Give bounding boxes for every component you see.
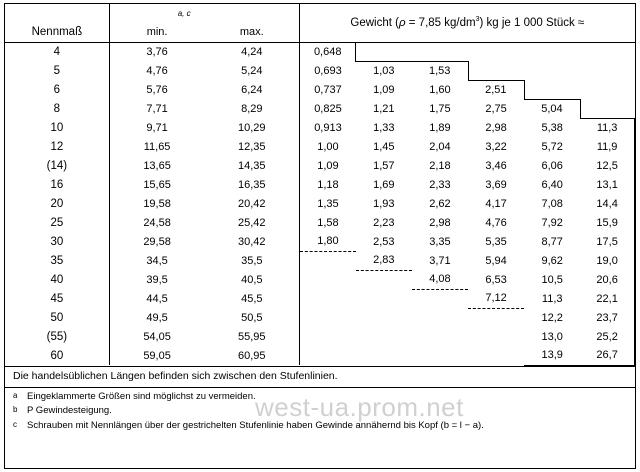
- cell-gewicht: 13,1: [580, 175, 634, 194]
- table-body: [5, 42, 635, 365]
- cell-gewicht: 1,58: [300, 213, 356, 232]
- cell-max: 55,95: [204, 327, 299, 346]
- cell-min: 54,05: [109, 327, 204, 346]
- footnote-a: [13, 390, 627, 405]
- cell-max: 30,42: [204, 232, 299, 251]
- cell-gewicht: 12,5: [580, 156, 634, 175]
- cell-gewicht: 1,69: [373, 178, 395, 191]
- cell-gewicht: 3,22: [485, 140, 507, 153]
- cell-nennmass: 25: [50, 216, 64, 229]
- cell-gewicht: [300, 308, 356, 327]
- table-header-row-1: [5, 4, 635, 23]
- cell-gewicht: 8,77: [541, 235, 563, 248]
- cell-max: 20,42: [204, 194, 299, 213]
- cell-nennmass: 20: [50, 197, 64, 210]
- table-row: [5, 289, 635, 308]
- cell-gewicht: 26,7: [580, 346, 634, 365]
- table-row: [5, 270, 635, 289]
- cell-gewicht: [412, 42, 468, 61]
- cell-min: 7,71: [109, 99, 204, 118]
- cell-gewicht: 13,0: [541, 330, 563, 343]
- cell-min: 59,05: [109, 346, 204, 365]
- cell-gewicht: 5,04: [524, 99, 580, 118]
- header-footnote-ac: a, c: [109, 4, 299, 23]
- cell-gewicht: [468, 42, 524, 61]
- footnotes: [5, 388, 635, 434]
- cell-min: 24,58: [109, 213, 204, 232]
- cell-gewicht: [580, 42, 634, 61]
- footnote-b-text: P Gewindesteigung.: [27, 405, 112, 417]
- cell-gewicht: [356, 289, 412, 308]
- cell-gewicht: [300, 289, 356, 308]
- cell-min: 5,76: [109, 80, 204, 99]
- cell-max: 8,29: [204, 99, 299, 118]
- header-gewicht: Gewicht (ρ = 7,85 $kg/dm^3$) kg je 1 000 Stück ≈: [300, 4, 635, 42]
- cell-gewicht: 1,45: [373, 140, 395, 153]
- cell-max: 10,29: [204, 118, 299, 137]
- cell-gewicht: 2,98: [485, 121, 507, 134]
- cell-gewicht: [468, 346, 524, 365]
- table-row: [5, 232, 635, 251]
- cell-gewicht: 7,08: [541, 197, 563, 210]
- cell-gewicht: 2,18: [429, 159, 451, 172]
- footnote-c-text: Schrauben mit Nennlängen über der gestrichelten Stufenlinie haben Gewinde annähernd bis Kopf (b = l − a).: [27, 420, 484, 432]
- cell-nennmass: 45: [50, 292, 64, 305]
- cell-gewicht: [300, 251, 356, 270]
- cell-max: 6,24: [204, 80, 299, 99]
- cell-gewicht: [524, 42, 580, 61]
- cell-min: 11,65: [109, 137, 204, 156]
- cell-nennmass: 4: [53, 45, 61, 58]
- cell-gewicht: [356, 308, 412, 327]
- cell-gewicht: 1,09: [373, 83, 395, 96]
- cell-gewicht: 2,62: [429, 197, 451, 210]
- cell-gewicht: 2,75: [485, 102, 507, 115]
- cell-gewicht: [412, 289, 468, 308]
- cell-gewicht: [356, 327, 412, 346]
- cell-gewicht: 6,06: [541, 159, 563, 172]
- cell-gewicht: 2,33: [429, 178, 451, 191]
- cell-nennmass: 10: [50, 121, 64, 134]
- note-text: Die handelsüblichen Längen befinden sich zwischen den Stufenlinien.: [13, 369, 338, 382]
- cell-gewicht: 6,53: [485, 273, 507, 286]
- cell-gewicht: 1,00: [300, 137, 356, 156]
- cell-nennmass: 12: [50, 140, 64, 153]
- cell-gewicht: 3,69: [485, 178, 507, 191]
- cell-gewicht: 1,18: [300, 175, 356, 194]
- cell-max: 14,35: [204, 156, 299, 175]
- cell-gewicht: 7,12: [468, 289, 524, 308]
- cell-nennmass: 30: [50, 235, 64, 248]
- cell-gewicht: 0,913: [300, 118, 356, 137]
- header-nennmass: Nennmaß: [5, 23, 109, 42]
- cell-gewicht: [468, 61, 524, 80]
- cell-nennmass: 6: [53, 83, 61, 96]
- cell-min: 3,76: [109, 42, 204, 61]
- cell-gewicht: 14,4: [580, 194, 634, 213]
- cell-gewicht: 1,35: [300, 194, 356, 213]
- cell-gewicht: 0,825: [300, 99, 356, 118]
- footnote-c: [13, 419, 627, 434]
- cell-gewicht: 3,71: [429, 254, 451, 267]
- cell-gewicht: 5,35: [485, 235, 507, 248]
- cell-max: 60,95: [204, 346, 299, 365]
- cell-gewicht: 1,57: [373, 159, 395, 172]
- cell-min: 15,65: [109, 175, 204, 194]
- cell-gewicht: 0,648: [300, 42, 356, 61]
- cell-gewicht: 1,75: [429, 102, 451, 115]
- table-row: [5, 42, 635, 61]
- cell-gewicht: [524, 61, 580, 80]
- cell-gewicht: 25,2: [580, 327, 634, 346]
- cell-gewicht: 11,3: [580, 118, 634, 137]
- cell-gewicht: [412, 308, 468, 327]
- cell-gewicht: 1,33: [373, 121, 395, 134]
- cell-gewicht: 6,40: [541, 178, 563, 191]
- cell-gewicht: 15,9: [580, 213, 634, 232]
- table-row: [5, 99, 635, 118]
- cell-gewicht: [300, 270, 356, 289]
- cell-min: 39,5: [109, 270, 204, 289]
- cell-nennmass: 16: [50, 178, 64, 191]
- cell-nennmass: 40: [50, 273, 64, 286]
- cell-min: 44,5: [109, 289, 204, 308]
- cell-nennmass: (55): [46, 330, 68, 343]
- cell-gewicht: 22,1: [580, 289, 634, 308]
- cell-gewicht: 1,03: [356, 61, 412, 80]
- cell-min: 19,58: [109, 194, 204, 213]
- cell-gewicht: 3,46: [485, 159, 507, 172]
- cell-gewicht: [300, 346, 356, 365]
- cell-gewicht: 2,04: [429, 140, 451, 153]
- cell-max: 5,24: [204, 61, 299, 80]
- cell-gewicht: 5,94: [485, 254, 507, 267]
- table-row: [5, 308, 635, 327]
- table-row: [5, 156, 635, 175]
- table-row: [5, 213, 635, 232]
- cell-gewicht: [580, 80, 634, 99]
- cell-gewicht: [356, 270, 412, 289]
- cell-nennmass: 60: [50, 349, 64, 362]
- cell-gewicht: 1,09: [300, 156, 356, 175]
- footnote-a-text: Eingeklammerte Größen sind möglichst zu vermeiden.: [27, 390, 256, 402]
- cell-max: 40,5: [204, 270, 299, 289]
- cell-gewicht: 2,23: [373, 216, 395, 229]
- cell-gewicht: [412, 327, 468, 346]
- cell-gewicht: 4,08: [412, 270, 468, 289]
- cell-gewicht: 19,0: [580, 251, 634, 270]
- cell-min: 34,5: [109, 251, 204, 270]
- cell-gewicht: [468, 327, 524, 346]
- cell-gewicht: 1,21: [373, 102, 395, 115]
- cell-gewicht: 4,17: [485, 197, 507, 210]
- cell-gewicht: 10,5: [541, 273, 563, 286]
- cell-gewicht: 5,38: [541, 121, 563, 134]
- cell-nennmass: 50: [50, 311, 64, 324]
- table-row: [5, 175, 635, 194]
- cell-gewicht: 2,98: [429, 216, 451, 229]
- cell-gewicht: 7,92: [541, 216, 563, 229]
- cell-max: 25,42: [204, 213, 299, 232]
- table-row: [5, 61, 635, 80]
- table-row: [5, 80, 635, 99]
- cell-nennmass: 35: [50, 254, 64, 267]
- table-row: [5, 137, 635, 156]
- cell-gewicht: 17,5: [580, 232, 634, 251]
- cell-gewicht: 11,3: [541, 292, 563, 305]
- cell-gewicht: 2,53: [373, 235, 395, 248]
- cell-gewicht: 20,6: [580, 270, 634, 289]
- bolt-length-weight-table: [5, 4, 635, 366]
- cell-gewicht: 12,2: [541, 311, 563, 324]
- cell-gewicht: [468, 308, 524, 327]
- footnote-a-mark: a: [13, 390, 18, 400]
- table-row: [5, 194, 635, 213]
- footnote-b: [13, 404, 627, 419]
- cell-gewicht: [412, 346, 468, 365]
- cell-max: 4,24: [204, 42, 299, 61]
- header-min: min.: [109, 23, 204, 42]
- cell-gewicht: 13,9: [524, 346, 580, 365]
- cell-gewicht: 1,80: [300, 232, 356, 251]
- cell-gewicht: [356, 42, 412, 61]
- cell-gewicht: 4,76: [485, 216, 507, 229]
- cell-gewicht: 11,9: [580, 137, 634, 156]
- header-blank-nennmass: [5, 4, 109, 23]
- cell-gewicht: [580, 61, 634, 80]
- cell-gewicht: 0,693: [300, 61, 356, 80]
- cell-gewicht: 5,72: [541, 140, 563, 153]
- cell-max: 16,35: [204, 175, 299, 194]
- cell-gewicht: 1,93: [373, 197, 395, 210]
- cell-max: 45,5: [204, 289, 299, 308]
- table-sheet: [4, 3, 636, 469]
- header-max: max.: [204, 23, 299, 42]
- cell-gewicht: [580, 99, 634, 118]
- table-row: [5, 251, 635, 270]
- cell-gewicht: 3,35: [429, 235, 451, 248]
- footnote-b-mark: b: [13, 405, 18, 415]
- cell-max: 50,5: [204, 308, 299, 327]
- cell-gewicht: 2,83: [356, 251, 412, 270]
- table-row: [5, 118, 635, 137]
- cell-gewicht: [356, 346, 412, 365]
- cell-nennmass: 8: [53, 102, 61, 115]
- cell-min: 49,5: [109, 308, 204, 327]
- cell-gewicht: 23,7: [580, 308, 634, 327]
- cell-min: 9,71: [109, 118, 204, 137]
- cell-min: 13,65: [109, 156, 204, 175]
- table-row: [5, 346, 635, 365]
- cell-nennmass: (14): [46, 159, 68, 172]
- cell-gewicht: 1,89: [429, 121, 451, 134]
- cell-gewicht: 1,60: [429, 83, 451, 96]
- cell-gewicht: 9,62: [541, 254, 563, 267]
- cell-gewicht: 2,51: [468, 80, 524, 99]
- footnote-c-mark: c: [13, 420, 17, 430]
- cell-min: 29,58: [109, 232, 204, 251]
- cell-max: 35,5: [204, 251, 299, 270]
- cell-gewicht: 0,737: [300, 80, 356, 99]
- cell-min: 4,76: [109, 61, 204, 80]
- table-row: [5, 327, 635, 346]
- watermark-text: west-ua.prom.net: [255, 392, 464, 422]
- cell-max: 12,35: [204, 137, 299, 156]
- cell-gewicht: [300, 327, 356, 346]
- cell-gewicht: 1,53: [412, 61, 468, 80]
- cell-gewicht: [524, 80, 580, 99]
- cell-nennmass: 5: [53, 64, 61, 77]
